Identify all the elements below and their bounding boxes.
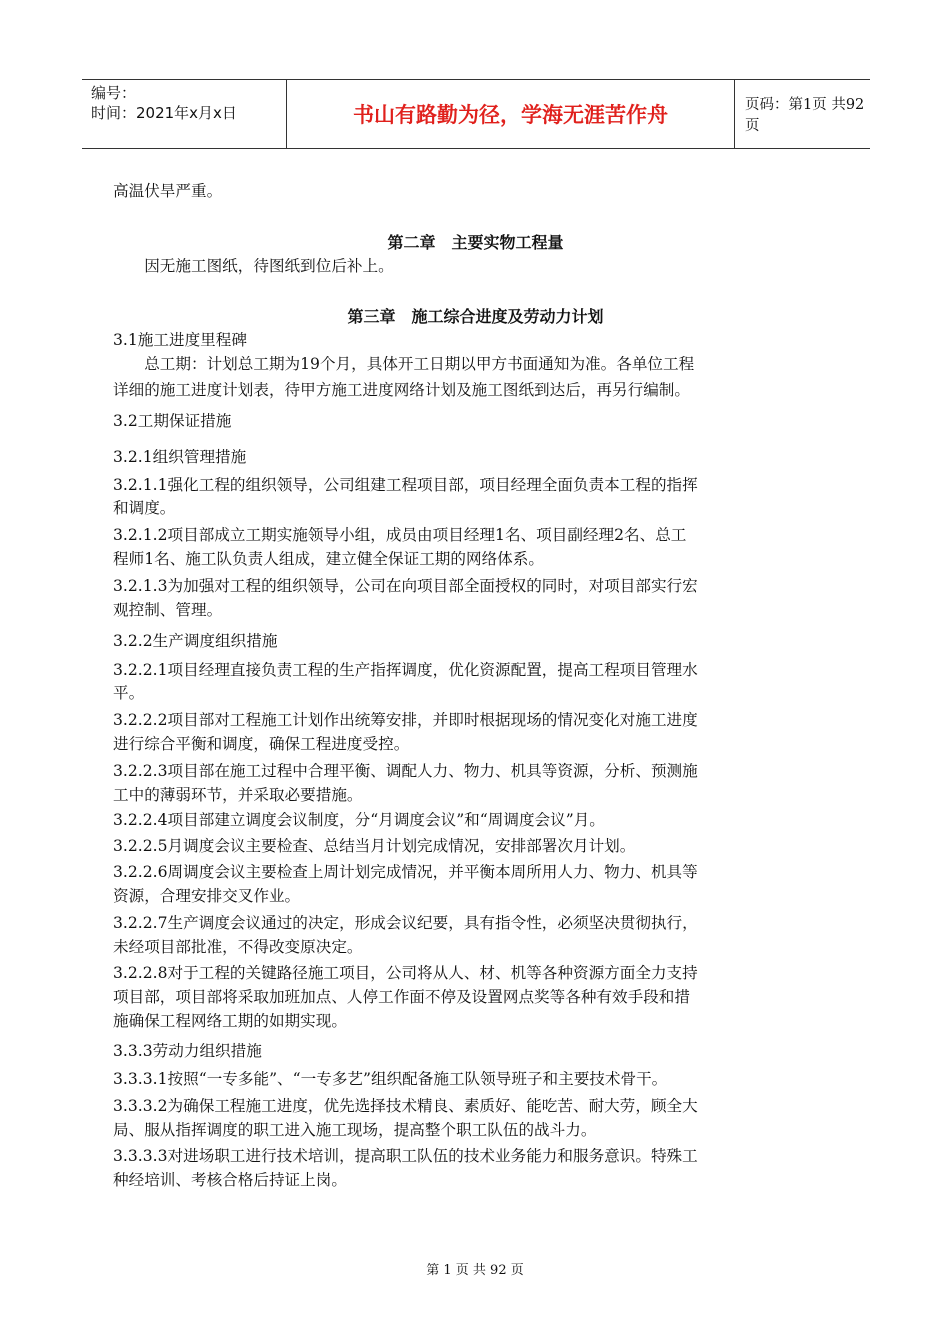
- paragraph-line: 进行综合平衡和调度，确保工程进度受控。: [113, 735, 410, 753]
- section-heading: 3.3.3劳动力组织措施: [113, 1042, 262, 1060]
- paragraph-line: 详细的施工进度计划表，待甲方施工进度网络计划及施工图纸到达后，再另行编制。: [113, 381, 690, 399]
- header-info-cell: [82, 80, 287, 148]
- paragraph-line: 施确保工程网络工期的如期实现。: [113, 1012, 347, 1030]
- paragraph-line: 3.2.1.1强化工程的组织领导，公司组建工程项目部，项目经理全面负责本工程的指挥: [113, 476, 698, 494]
- page-header: [82, 79, 870, 149]
- section-heading: 3.2.1组织管理措施: [113, 448, 247, 466]
- chapter-heading: 第三章 施工综合进度及劳动力计划: [347, 307, 604, 326]
- paragraph-line: 项目部，项目部将采取加班加点、人停工作面不停及设置网点奖等各种有效手段和措: [113, 988, 690, 1006]
- paragraph-line: 平。: [113, 684, 145, 702]
- paragraph-line: 3.2.2.4项目部建立调度会议制度，分“月调度会议”和“周调度会议”月。: [113, 811, 605, 829]
- paragraph-line: 观控制、管理。: [113, 601, 223, 619]
- paragraph-line: 局、服从指挥调度的职工进入施工现场，提高整个职工队伍的战斗力。: [113, 1121, 597, 1139]
- paragraph-line: 种经培训、考核合格后持证上岗。: [113, 1171, 347, 1189]
- paragraph-line: 3.2.2.1项目经理直接负责工程的生产指挥调度，优化资源配置，提高工程项目管理水: [113, 661, 698, 679]
- chapter-heading: 第二章 主要实物工程量: [387, 233, 564, 252]
- section-heading: 3.2.2生产调度组织措施: [113, 632, 278, 650]
- paragraph-line: 3.2.2.6周调度会议主要检查上周计划完成情况，并平衡本周所用人力、物力、机具等: [113, 863, 698, 881]
- paragraph-line: 资源，合理安排交叉作业。: [113, 887, 301, 905]
- paragraph-line: 3.3.3.2为确保工程施工进度，优先选择技术精良、素质好、能吃苦、耐大劳，顾全大: [113, 1097, 698, 1115]
- header-page-info: 页码：第1页 共92页: [745, 97, 865, 134]
- paragraph-line: 因无施工图纸，待图纸到位后补上。: [113, 257, 394, 275]
- paragraph-line: 未经项目部批准，不得改变原决定。: [113, 938, 363, 956]
- paragraph-line: 和调度。: [113, 499, 176, 517]
- paragraph-line: 程师1名、施工队负责人组成，建立健全保证工期的网络体系。: [113, 550, 544, 568]
- document-time-label: 时间：2021年x月x日: [91, 104, 237, 122]
- paragraph-line: 3.2.2.7生产调度会议通过的决定，形成会议纪要，具有指令性，必须坚决贯彻执行，: [113, 914, 698, 932]
- paragraph-line: 3.2.1.3为加强对工程的组织领导，公司在向项目部全面授权的同时，对项目部实行宏: [113, 577, 698, 595]
- paragraph-line: 3.2.1.2项目部成立工期实施领导小组，成员由项目经理1名、项目副经理2名、总工: [113, 526, 687, 544]
- header-motto: 书山有路勤为径，学海无涯苦作舟: [287, 80, 735, 148]
- paragraph-line: 3.3.3.1按照“一专多能”、“一专多艺”组织配备施工队领导班子和主要技术骨干。: [113, 1070, 668, 1088]
- paragraph-line: 工中的薄弱环节，并采取必要措施。: [113, 786, 363, 804]
- paragraph-line: 3.3.3.3对进场职工进行技术培训，提高职工队伍的技术业务能力和服务意识。特殊工: [113, 1147, 698, 1165]
- section-heading: 3.2工期保证措施: [113, 412, 232, 430]
- paragraph-line: 3.2.2.5月调度会议主要检查、总结当月计划完成情况，安排部署次月计划。: [113, 837, 636, 855]
- paragraph-line: 总工期：计划总工期为19个月，具体开工日期以甲方书面通知为准。各单位工程: [113, 355, 695, 373]
- paragraph-line: 3.2.2.8对于工程的关键路径施工项目，公司将从人、材、机等各种资源方面全力支持: [113, 964, 698, 982]
- paragraph-line: 3.2.2.2项目部对工程施工计划作出统筹安排，并即时根据现场的情况变化对施工进度: [113, 711, 698, 729]
- document-number-label: 编号：: [91, 84, 137, 102]
- paragraph-line: 3.2.2.3项目部在施工过程中合理平衡、调配人力、物力、机具等资源，分析、预测施: [113, 762, 698, 780]
- page-footer: 第 1 页 共 92 页: [426, 1263, 524, 1278]
- section-heading: 3.1施工进度里程碑: [113, 331, 247, 349]
- paragraph-line: 高温伏旱严重。: [113, 182, 223, 200]
